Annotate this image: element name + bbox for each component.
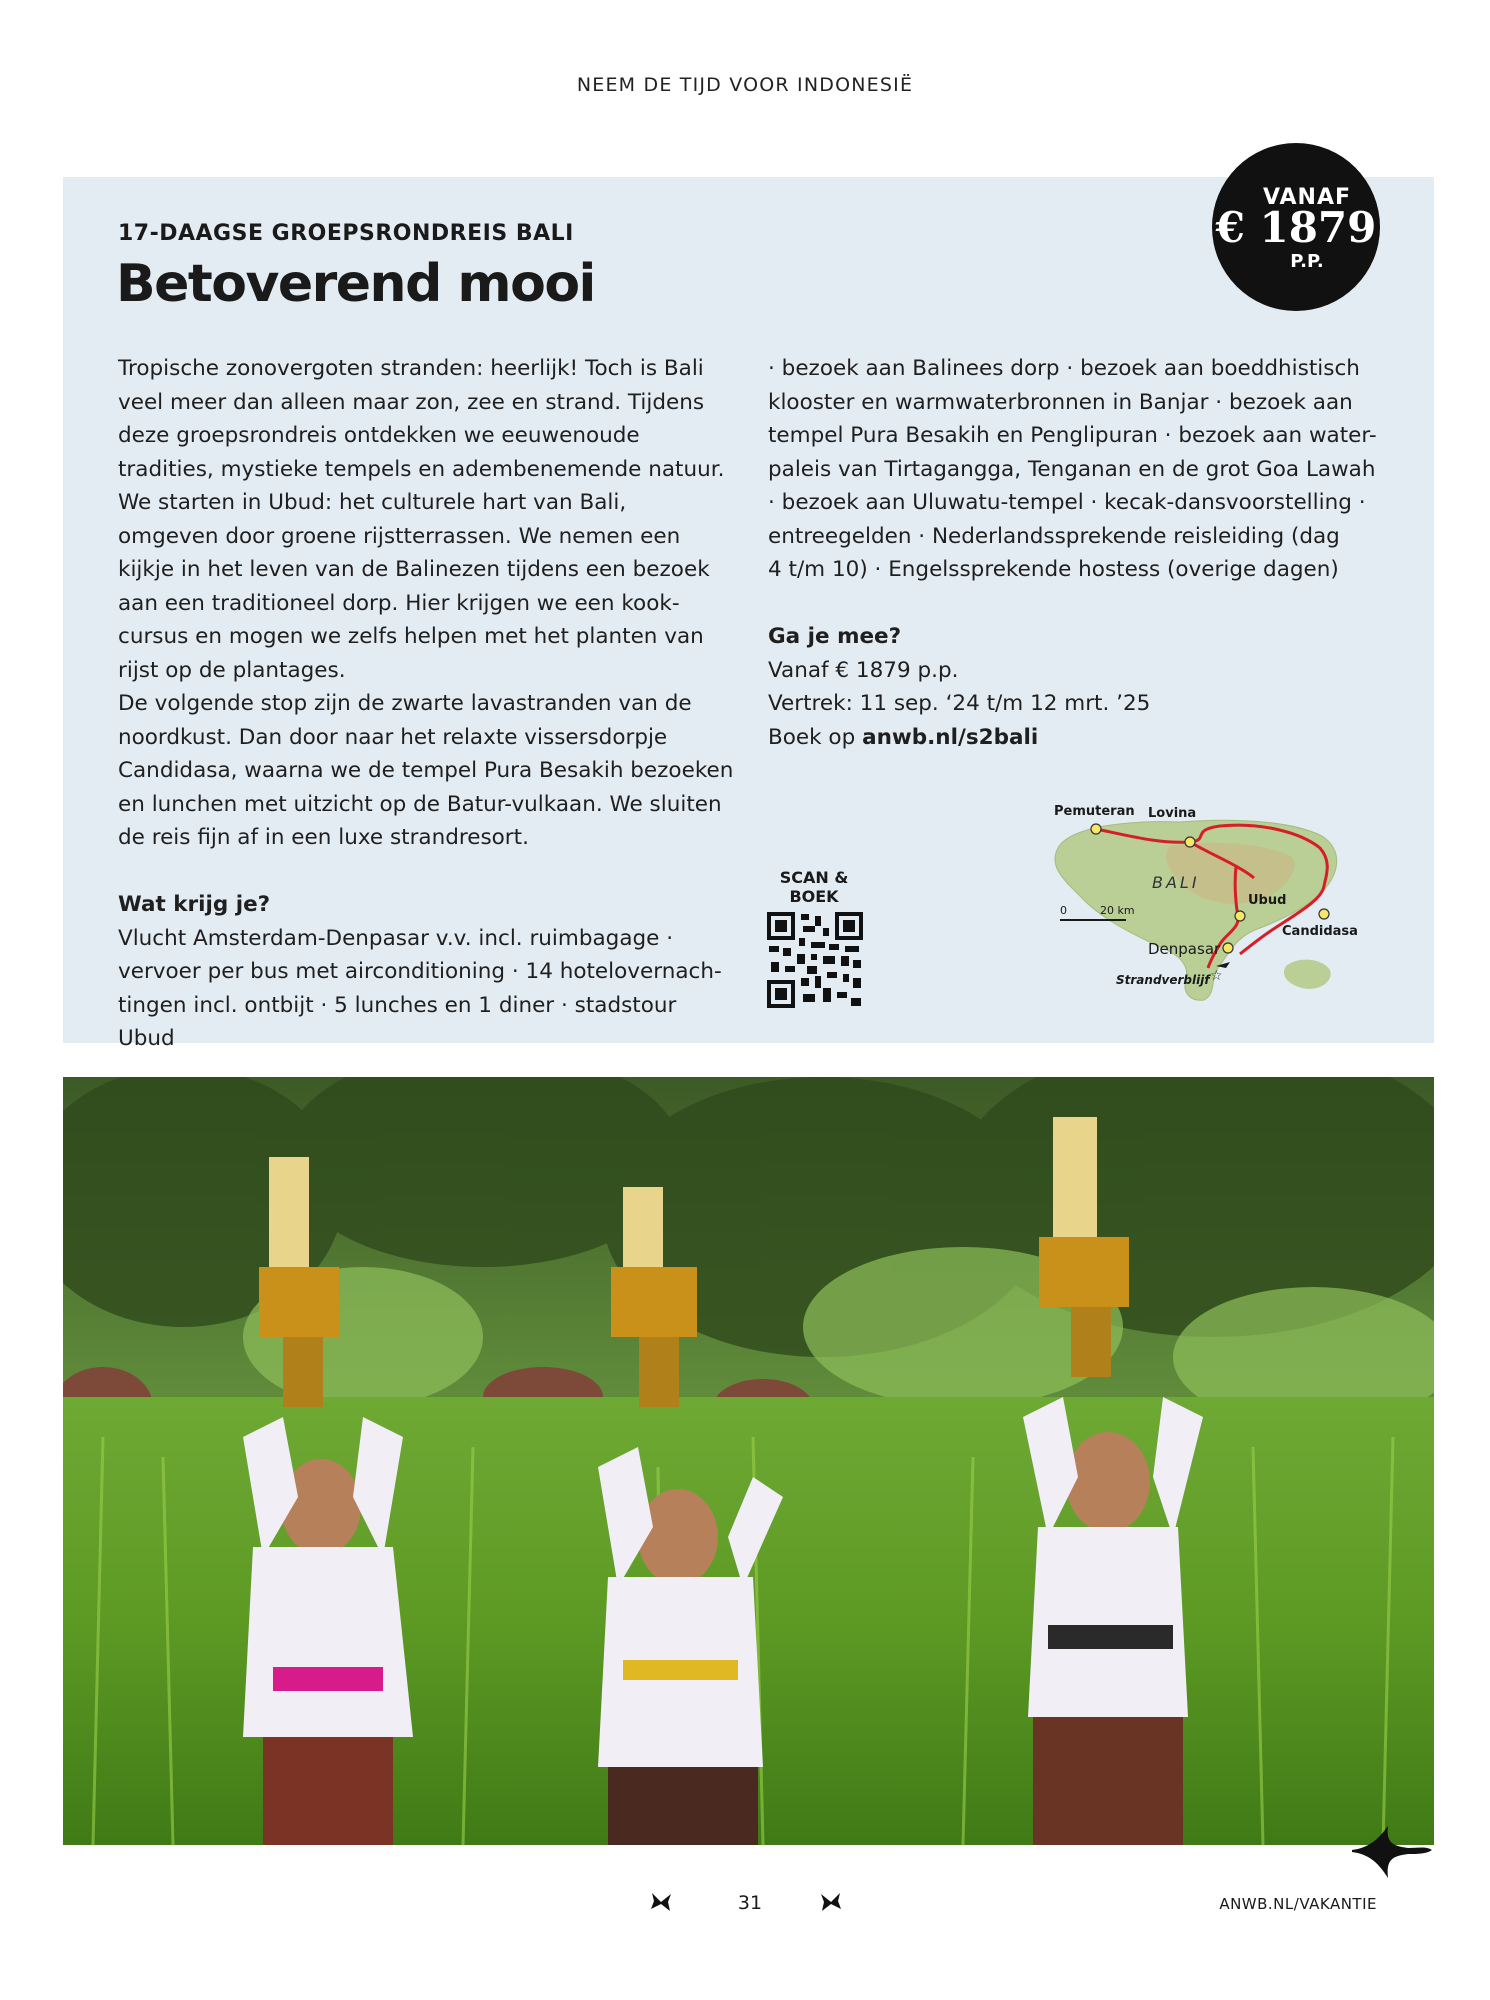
price-badge-pp: P.P. <box>1290 251 1324 272</box>
article-title: Betoverend mooi <box>116 254 595 314</box>
scan-label <box>764 868 864 906</box>
included-lines-col1-line: vervoer per bus met airconditioning · 14 hotelovernach- <box>118 959 722 984</box>
included-lines-col2-line: 4 t/m 10) · Engelssprekende hostess (overige dagen) <box>768 557 1339 582</box>
included-lines-col1-line: tingen incl. ontbijt · 5 lunches en 1 diner · stadstour Ubud <box>118 992 677 1051</box>
bali-route-map <box>1040 796 1360 1026</box>
text-column-right <box>768 352 1408 754</box>
included-heading: Wat krijg je? <box>118 892 271 917</box>
article-kicker: 17-DAAGSE GROEPSRONDREIS BALI <box>118 221 574 246</box>
map-marker-lovina <box>1185 837 1195 847</box>
map-marker-pemuteran <box>1091 824 1101 834</box>
price-badge-from: VANAF <box>1262 185 1352 210</box>
scan-label-line2: BOEK <box>789 887 839 906</box>
map-label-denpasar: Denpasar <box>1148 940 1221 958</box>
map-label-island: BALI <box>1152 873 1200 892</box>
qr-code[interactable] <box>767 912 863 1008</box>
included-lines-col2-line: · bezoek aan Uluwatu-tempel · kecak-dansvoorstelling · <box>768 490 1366 515</box>
intro-lines-line: aan een traditioneel dorp. Hier krijgen we een kook- <box>118 590 680 616</box>
included-lines-col2-line: entreegelden · Nederlandssprekende reisleiding (dag <box>768 523 1340 549</box>
booking-price: Vanaf € 1879 p.p. <box>768 657 959 683</box>
intro-lines-line: De volgende stop zijn de zwarte lavastranden van de <box>118 691 692 716</box>
intro-lines-line: de reis fijn af in een luxe strandresort. <box>118 825 529 850</box>
map-marker-ubud <box>1235 911 1245 921</box>
included-lines-col2-line: tempel Pura Besakih en Penglipuran · bezoek aan water- <box>768 423 1377 448</box>
map-marker-candidasa <box>1319 909 1329 919</box>
intro-paragraph <box>118 352 738 855</box>
map-marker-denpasar <box>1223 943 1233 953</box>
intro-lines-line: en lunchen met uitzicht op de Batur-vulkaan. We sluiten <box>118 791 722 817</box>
price-badge <box>1212 143 1380 311</box>
intro-lines-line: deze groepsrondreis ontdekken we eeuwenoude <box>118 423 640 448</box>
booking-heading: Ga je mee? <box>768 624 902 649</box>
price-badge-amount: € 1879 <box>1215 203 1377 252</box>
included-lines-col2-line: · bezoek aan Balinees dorp · bezoek aan boeddhistisch <box>768 356 1360 381</box>
included-lines-col1-line: Vlucht Amsterdam-Denpasar v.v. incl. ruimbagage · <box>118 925 674 951</box>
booking-prefix: Boek op <box>768 724 863 750</box>
text-column-left <box>118 352 738 1056</box>
leaf-ornament-icon <box>1348 1820 1434 1884</box>
map-label-stay: Strandverblijf <box>1116 973 1210 987</box>
map-nusa-penida <box>1284 960 1331 989</box>
butterfly-left-icon <box>650 1891 672 1913</box>
hero-photo-bali-women-offerings <box>63 1077 1434 1845</box>
map-label-candidasa: Candidasa <box>1282 924 1358 939</box>
scan-label-line1: SCAN & <box>779 868 849 887</box>
booking-line <box>768 721 1408 755</box>
map-scale-zero: 0 <box>1060 904 1067 917</box>
intro-lines-line: veel meer dan alleen maar zon, zee en strand. Tijdens <box>118 389 705 415</box>
footer-url[interactable]: ANWB.NL/VAKANTIE <box>1219 1895 1377 1913</box>
intro-lines-line: rijst op de plantages. <box>118 657 346 683</box>
intro-lines-line: cursus en mogen we zelfs helpen met het planten van <box>118 624 704 649</box>
intro-lines-line: Tropische zonovergoten stranden: heerlijk! Toch is Bali <box>118 356 704 381</box>
intro-lines-line: tradities, mystieke tempels en adembenemende natuur. <box>118 456 725 482</box>
intro-lines-line: omgeven door groene rijstterrassen. We nemen een <box>118 523 681 549</box>
included-lines-col2-line: klooster en warmwaterbronnen in Banjar · bezoek aan <box>768 389 1353 415</box>
intro-lines-line: kijkje in het leven van de Balinezen tijdens een bezoek <box>118 557 710 582</box>
map-label-lovina: Lovina <box>1148 806 1197 821</box>
intro-lines-line: We starten in Ubud: het culturele hart van Bali, <box>118 490 627 515</box>
map-label-pemuteran: Pemuteran <box>1054 804 1135 819</box>
butterfly-right-icon <box>820 1891 842 1913</box>
map-star: ☆ <box>1210 968 1223 984</box>
intro-lines-line: Candidasa, waarna we de tempel Pura Besakih bezoeken <box>118 758 734 783</box>
included-list-part2 <box>768 352 1408 587</box>
booking-departure: Vertrek: 11 sep. ‘24 t/m 12 mrt. ’25 <box>768 691 1151 716</box>
intro-lines-line: noordkust. Dan door naar het relaxte vissersdorpje <box>118 724 668 750</box>
section-header: NEEM DE TIJD VOOR INDONESIË <box>576 74 914 96</box>
page-number: 31 <box>737 1892 763 1914</box>
included-list-part1 <box>118 922 738 1056</box>
included-lines-col2-line: paleis van Tirtagangga, Tenganan en de grot Goa Lawah <box>768 456 1376 482</box>
map-label-ubud: Ubud <box>1248 893 1287 908</box>
booking-link[interactable]: anwb.nl/s2bali <box>862 724 1039 750</box>
map-scale-label: 20 km <box>1100 904 1135 917</box>
